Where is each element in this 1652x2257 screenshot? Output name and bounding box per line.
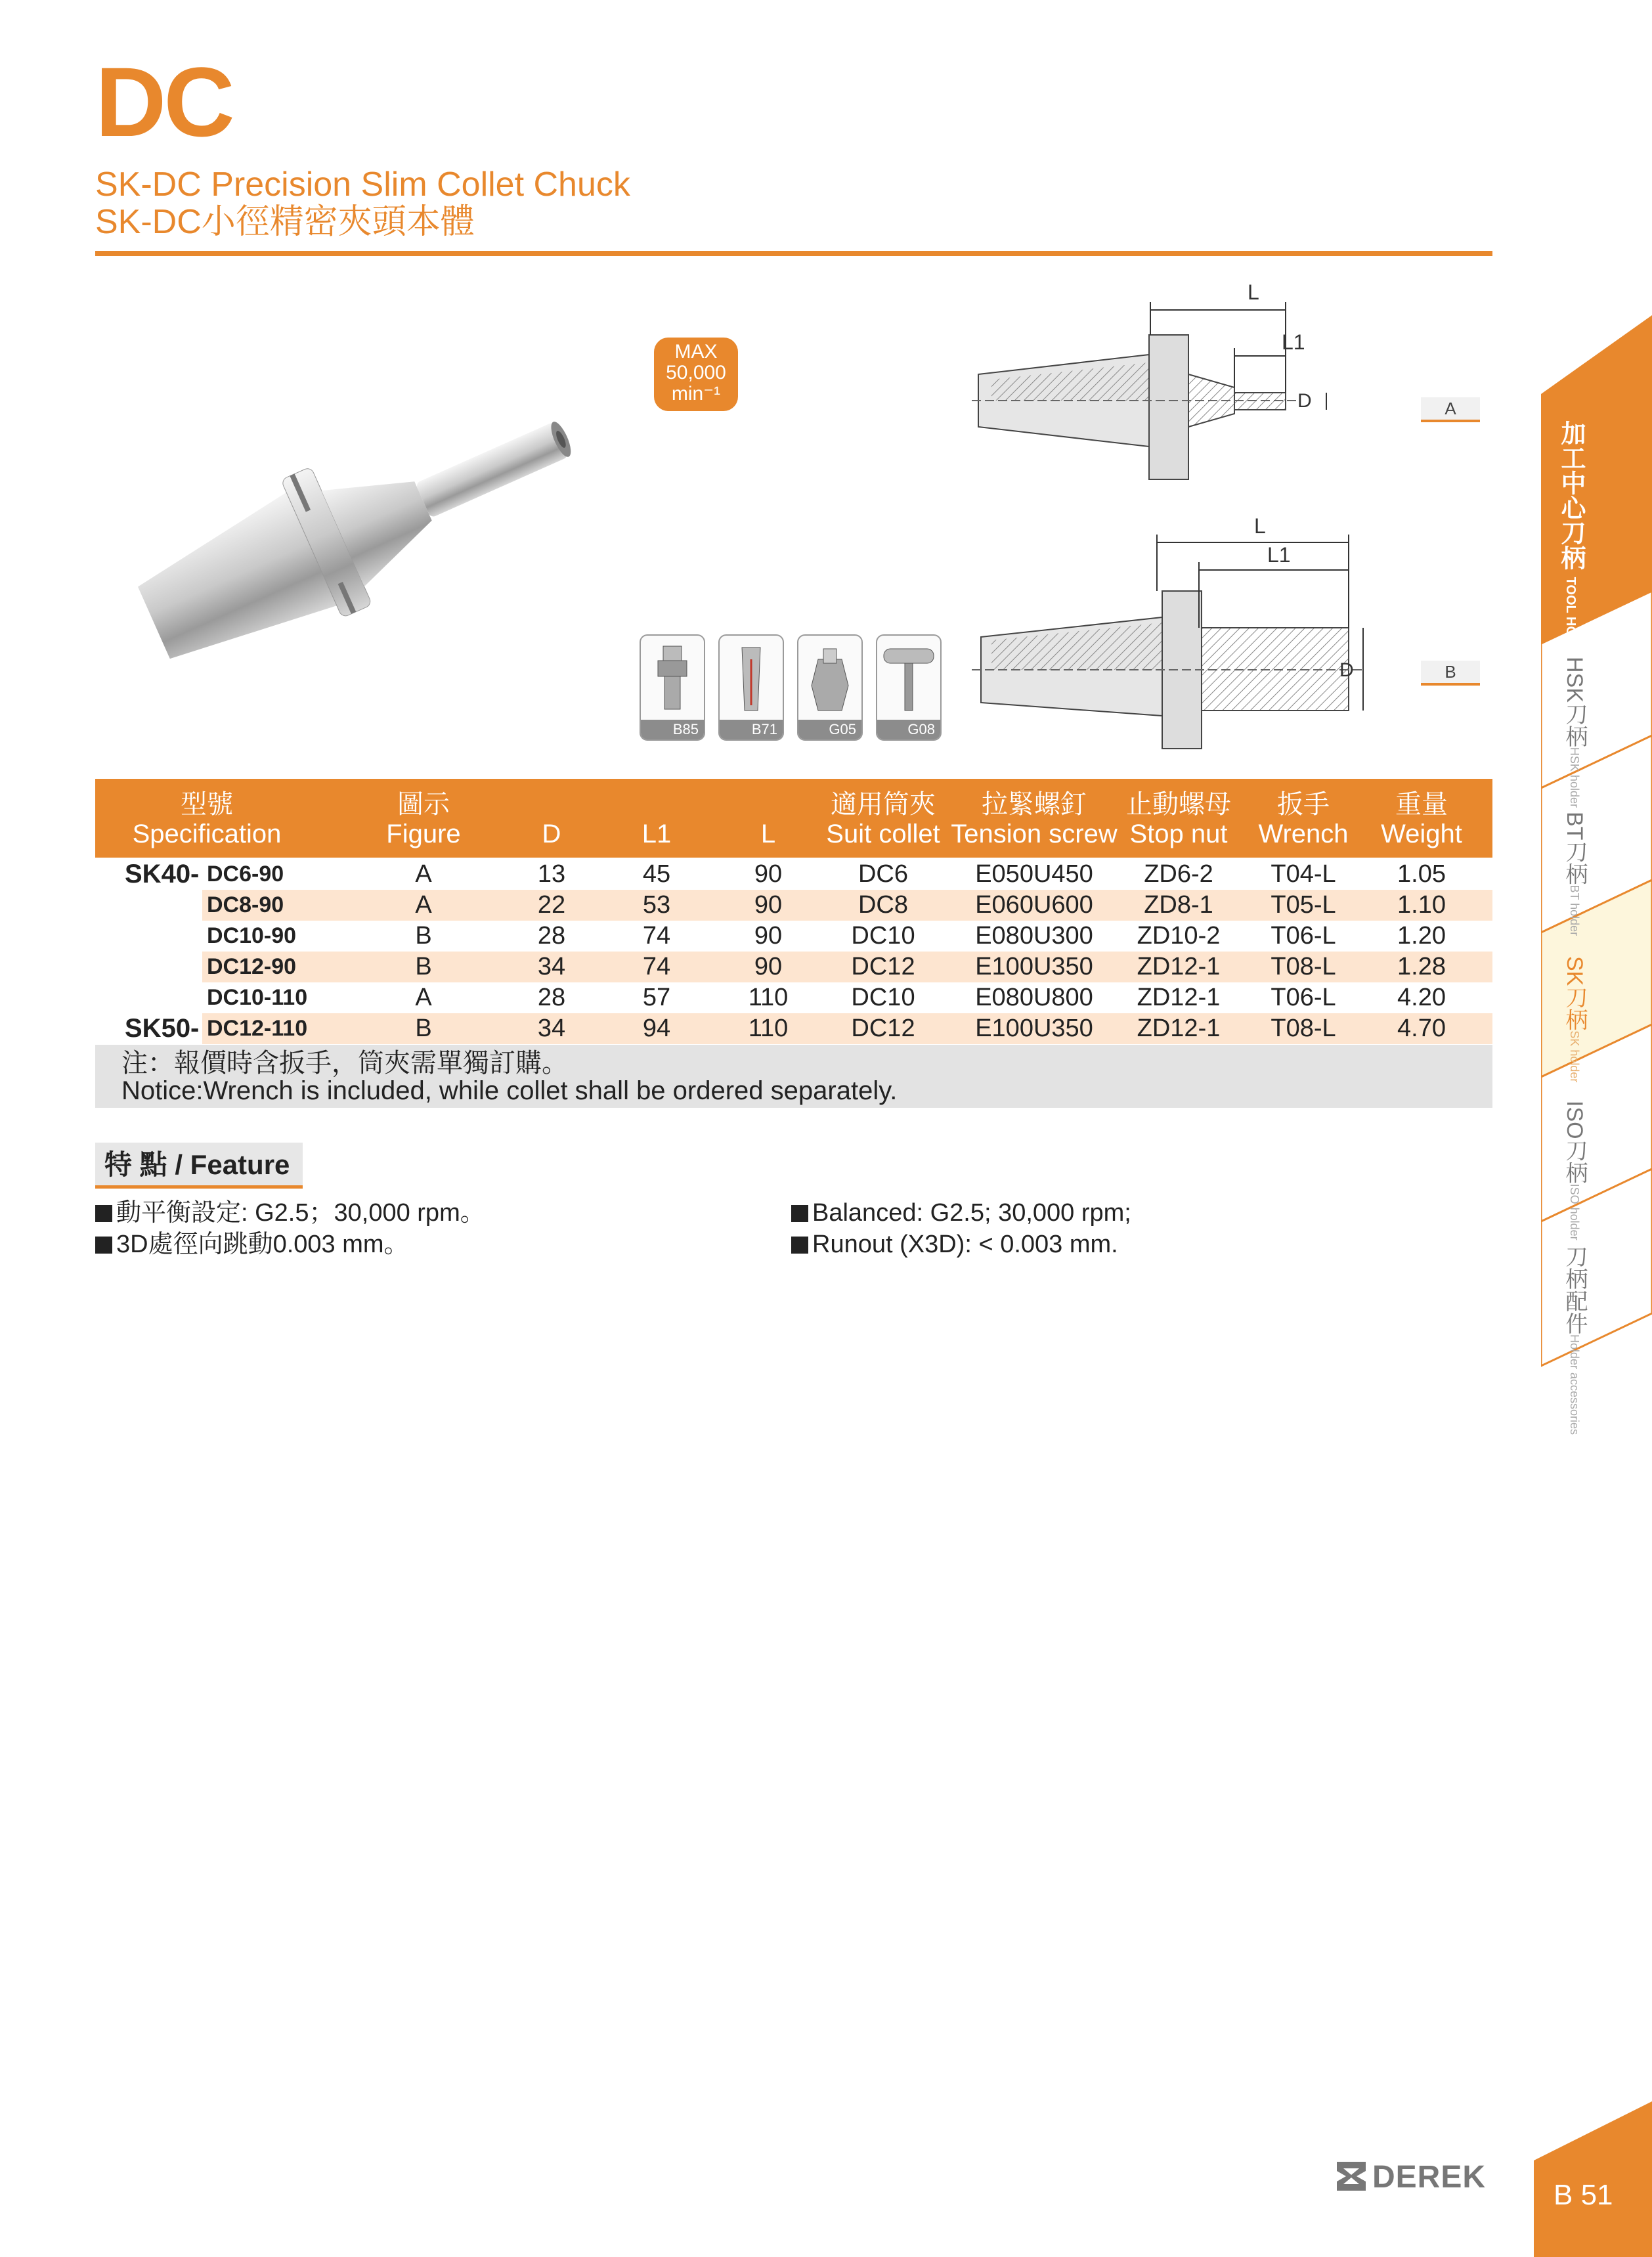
cell-d: 13 xyxy=(537,860,566,888)
cell-wrench: T04-L xyxy=(1271,860,1336,888)
t-wrench-icon xyxy=(877,640,940,718)
cell-figure: A xyxy=(415,891,432,919)
table-row xyxy=(95,921,1492,952)
dim-d-label: D xyxy=(1339,659,1354,681)
cell-l: 110 xyxy=(748,984,789,1011)
cell-wrench: T08-L xyxy=(1271,1015,1336,1042)
accessory-b71 xyxy=(718,634,784,741)
accessory-label: G05 xyxy=(798,720,861,739)
feature-title: 特 點 / Feature xyxy=(104,1149,290,1180)
cell-wrench: T06-L xyxy=(1271,922,1336,950)
table-row xyxy=(95,952,1492,982)
square-bullet-icon xyxy=(95,1205,112,1222)
side-tab-sk[interactable]: SK刀柄SK holder xyxy=(1562,956,1587,1083)
subtitle-zh: SK-DC小徑精密夾頭本體 xyxy=(95,203,475,241)
side-tab-tool-holders[interactable]: 加工中心刀柄 TOOL HOLDERS xyxy=(1557,420,1584,681)
notice-en: Notice:Wrench is included, while collet shall be ordered separately. xyxy=(121,1076,898,1105)
cell-weight: 4.70 xyxy=(1397,1015,1446,1042)
cell-screw: E050U450 xyxy=(975,860,1093,888)
col-tension-screw: 拉緊螺釘 Tension screw xyxy=(951,790,1118,848)
cell-screw: E080U800 xyxy=(975,984,1093,1011)
table-row xyxy=(95,1013,1492,1044)
cell-model: DC10-110 xyxy=(207,985,308,1010)
table-row xyxy=(95,859,1492,890)
table-row xyxy=(95,982,1492,1013)
cell-figure: A xyxy=(415,984,432,1011)
cell-figure: B xyxy=(415,1015,432,1042)
cell-d: 34 xyxy=(537,1015,566,1042)
cell-collet: DC12 xyxy=(851,1015,915,1042)
col-l1: L1 xyxy=(641,820,672,848)
cell-figure: B xyxy=(415,953,432,980)
cell-l: 110 xyxy=(748,1015,789,1042)
cell-nut: ZD6-2 xyxy=(1144,860,1213,888)
page-title: DC xyxy=(95,47,232,157)
col-wrench: 扳手 Wrench xyxy=(1258,790,1349,848)
cell-l1: 57 xyxy=(642,984,671,1011)
accessory-label: B71 xyxy=(720,720,783,739)
badge-line3: min⁻¹ xyxy=(671,383,721,405)
notice-zh: 注：報價時含扳手，筒夾需單獨訂購。 xyxy=(121,1049,568,1078)
col-specification: 型號 Specification xyxy=(132,790,282,848)
cell-l: 90 xyxy=(754,860,783,888)
cell-collet: DC6 xyxy=(858,860,909,888)
pull-stud-icon xyxy=(641,640,704,718)
derek-logo-icon xyxy=(1337,2162,1366,2191)
cell-weight: 4.20 xyxy=(1397,984,1446,1011)
cell-l1: 53 xyxy=(642,891,671,919)
feature-zh-1: 動平衡設定: G2.5；30,000 rpm。 xyxy=(95,1198,485,1227)
col-figure: 圖示 Figure xyxy=(386,790,461,848)
col-weight: 重量 Weight xyxy=(1381,790,1462,848)
cell-collet: DC10 xyxy=(851,922,915,950)
group-sk50: SK50- xyxy=(125,1014,200,1043)
side-tab-hsk[interactable]: HSK刀柄HSK holder xyxy=(1562,657,1587,808)
col-l: L xyxy=(760,820,776,848)
side-tab-bt[interactable]: BT刀柄BT holder xyxy=(1562,812,1587,936)
square-bullet-icon xyxy=(791,1205,808,1222)
accessory-g05 xyxy=(797,634,863,741)
col-stop-nut: 止動螺母 Stop nut xyxy=(1126,790,1231,848)
cell-l: 90 xyxy=(754,953,783,980)
dim-l-label: L xyxy=(1248,280,1259,304)
cell-screw: E100U350 xyxy=(975,1015,1093,1042)
cell-wrench: T08-L xyxy=(1271,953,1336,980)
col-d: D xyxy=(542,820,561,848)
cell-model: DC6-90 xyxy=(207,862,284,887)
table-header xyxy=(95,779,1492,858)
cell-figure: B xyxy=(415,922,432,950)
dim-d-label: D xyxy=(1297,390,1312,412)
cell-nut: ZD12-1 xyxy=(1137,984,1221,1011)
cell-d: 34 xyxy=(537,953,566,980)
cell-l: 90 xyxy=(754,922,783,950)
max-speed-badge xyxy=(654,338,738,411)
cell-d: 22 xyxy=(537,891,566,919)
cell-model: DC12-90 xyxy=(207,954,297,979)
accessory-label: G08 xyxy=(877,720,940,739)
dim-l-label: L xyxy=(1254,514,1266,538)
cell-weight: 1.05 xyxy=(1397,860,1446,888)
badge-line2: 50,000 xyxy=(666,362,726,383)
collet-icon xyxy=(720,640,783,718)
cell-nut: ZD12-1 xyxy=(1137,1015,1221,1042)
square-bullet-icon xyxy=(95,1237,112,1254)
page-number: B 51 xyxy=(1554,2179,1613,2211)
cell-screw: E100U350 xyxy=(975,953,1093,980)
drawing-b xyxy=(972,506,1379,768)
cell-screw: E080U300 xyxy=(975,922,1093,950)
feature-en-2: Runout (X3D): < 0.003 mm. xyxy=(791,1230,1118,1259)
subtitle-en: SK-DC Precision Slim Collet Chuck xyxy=(95,165,630,204)
product-photo xyxy=(121,394,594,670)
cell-weight: 1.20 xyxy=(1397,922,1446,950)
table-row xyxy=(95,890,1492,921)
badge-line1: MAX xyxy=(674,341,718,362)
square-bullet-icon xyxy=(791,1237,808,1254)
cell-l: 90 xyxy=(754,891,783,919)
group-sk40: SK40- xyxy=(125,860,200,888)
cell-l1: 94 xyxy=(642,1015,671,1042)
cell-model: DC8-90 xyxy=(207,892,284,917)
accessory-g08 xyxy=(876,634,942,741)
cell-d: 28 xyxy=(537,922,566,950)
figure-tag-a: A xyxy=(1421,397,1480,422)
cell-nut: ZD10-2 xyxy=(1137,922,1221,950)
drawing-a xyxy=(972,276,1379,506)
brand-name: DEREK xyxy=(1372,2160,1487,2195)
cell-weight: 1.10 xyxy=(1397,891,1446,919)
cell-collet: DC10 xyxy=(851,984,915,1011)
cell-l1: 45 xyxy=(642,860,671,888)
feature-zh-2: 3D處徑向跳動0.003 mm。 xyxy=(95,1230,409,1259)
cell-collet: DC8 xyxy=(858,891,909,919)
side-tab-accessories[interactable]: 刀柄配件Holder accessories xyxy=(1562,1245,1587,1435)
accessory-b85 xyxy=(640,634,705,741)
cell-screw: E060U600 xyxy=(975,891,1093,919)
notice-box xyxy=(95,1045,1492,1108)
feature-heading xyxy=(95,1143,303,1189)
cell-weight: 1.28 xyxy=(1397,953,1446,980)
cell-collet: DC12 xyxy=(851,953,915,980)
accessory-label: B85 xyxy=(641,720,704,739)
cell-nut: ZD12-1 xyxy=(1137,953,1221,980)
cell-d: 28 xyxy=(537,984,566,1011)
cell-l1: 74 xyxy=(642,953,671,980)
feature-en-1: Balanced: G2.5; 30,000 rpm; xyxy=(791,1198,1131,1227)
cell-nut: ZD8-1 xyxy=(1144,891,1213,919)
cell-model: DC12-110 xyxy=(207,1016,308,1041)
cell-l1: 74 xyxy=(642,922,671,950)
cell-wrench: T06-L xyxy=(1271,984,1336,1011)
dim-l1-label: L1 xyxy=(1282,330,1305,354)
cell-model: DC10-90 xyxy=(207,923,297,948)
cell-wrench: T05-L xyxy=(1271,891,1336,919)
side-tab-iso[interactable]: ISO刀柄ISO holder xyxy=(1562,1101,1587,1240)
figure-tag-b: B xyxy=(1421,661,1480,686)
cell-figure: A xyxy=(415,860,432,888)
col-suit-collet: 適用筒夾 Suit collet xyxy=(826,790,940,848)
title-rule xyxy=(95,251,1492,256)
dim-l1-label: L1 xyxy=(1267,543,1291,567)
hex-socket-icon xyxy=(798,640,861,718)
